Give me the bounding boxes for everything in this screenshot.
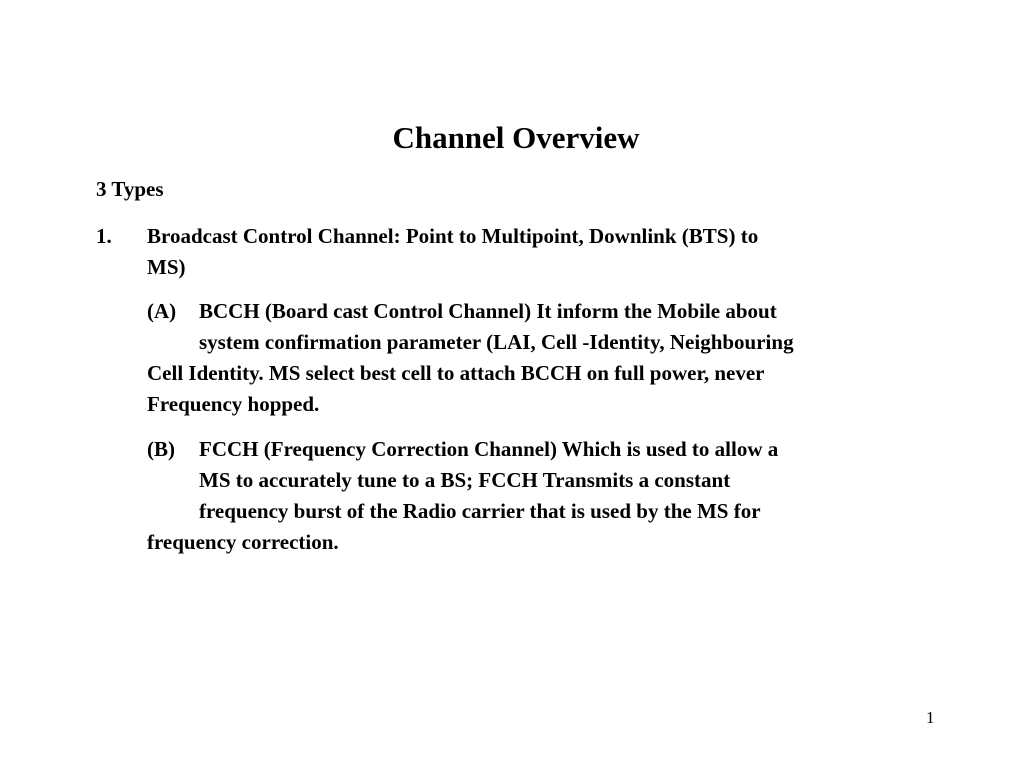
sub-item-a-line: Frequency hopped. [147,392,320,416]
list-item-line: Broadcast Control Channel: Point to Multipoint, Downlink (BTS) to [147,224,759,248]
sub-item-a [147,296,794,420]
intro-text: 3 Types [96,177,164,201]
sub-item-b-line-text: FCCH (Frequency Correction Channel) Which is used to allow a [199,437,779,461]
sub-item-b-label: (B) [147,437,175,461]
sub-item-a-line: Cell Identity. MS select best cell to attach BCCH on full power, never [147,361,765,385]
sub-item-b-line [147,434,778,465]
page-number: 1 [926,708,935,727]
sub-item-a-line: system confirmation parameter (LAI, Cell -Identity, Neighbouring [199,330,794,354]
sub-item-b-line: frequency burst of the Radio carrier that is used by the MS for [199,499,761,523]
list-item-text [147,221,758,283]
slide-title: Channel Overview [392,120,640,155]
sub-item-a-line-text: BCCH (Board cast Control Channel) It inform the Mobile about [199,299,777,323]
sub-item-b [147,434,778,558]
sub-item-a-line [147,296,794,327]
list-item-number: 1. [96,224,112,248]
sub-item-a-label: (A) [147,299,177,323]
sub-item-b-line: frequency correction. [147,530,339,554]
list-item-line: MS) [147,255,186,279]
sub-item-b-line: MS to accurately tune to a BS; FCCH Transmits a constant [199,468,731,492]
